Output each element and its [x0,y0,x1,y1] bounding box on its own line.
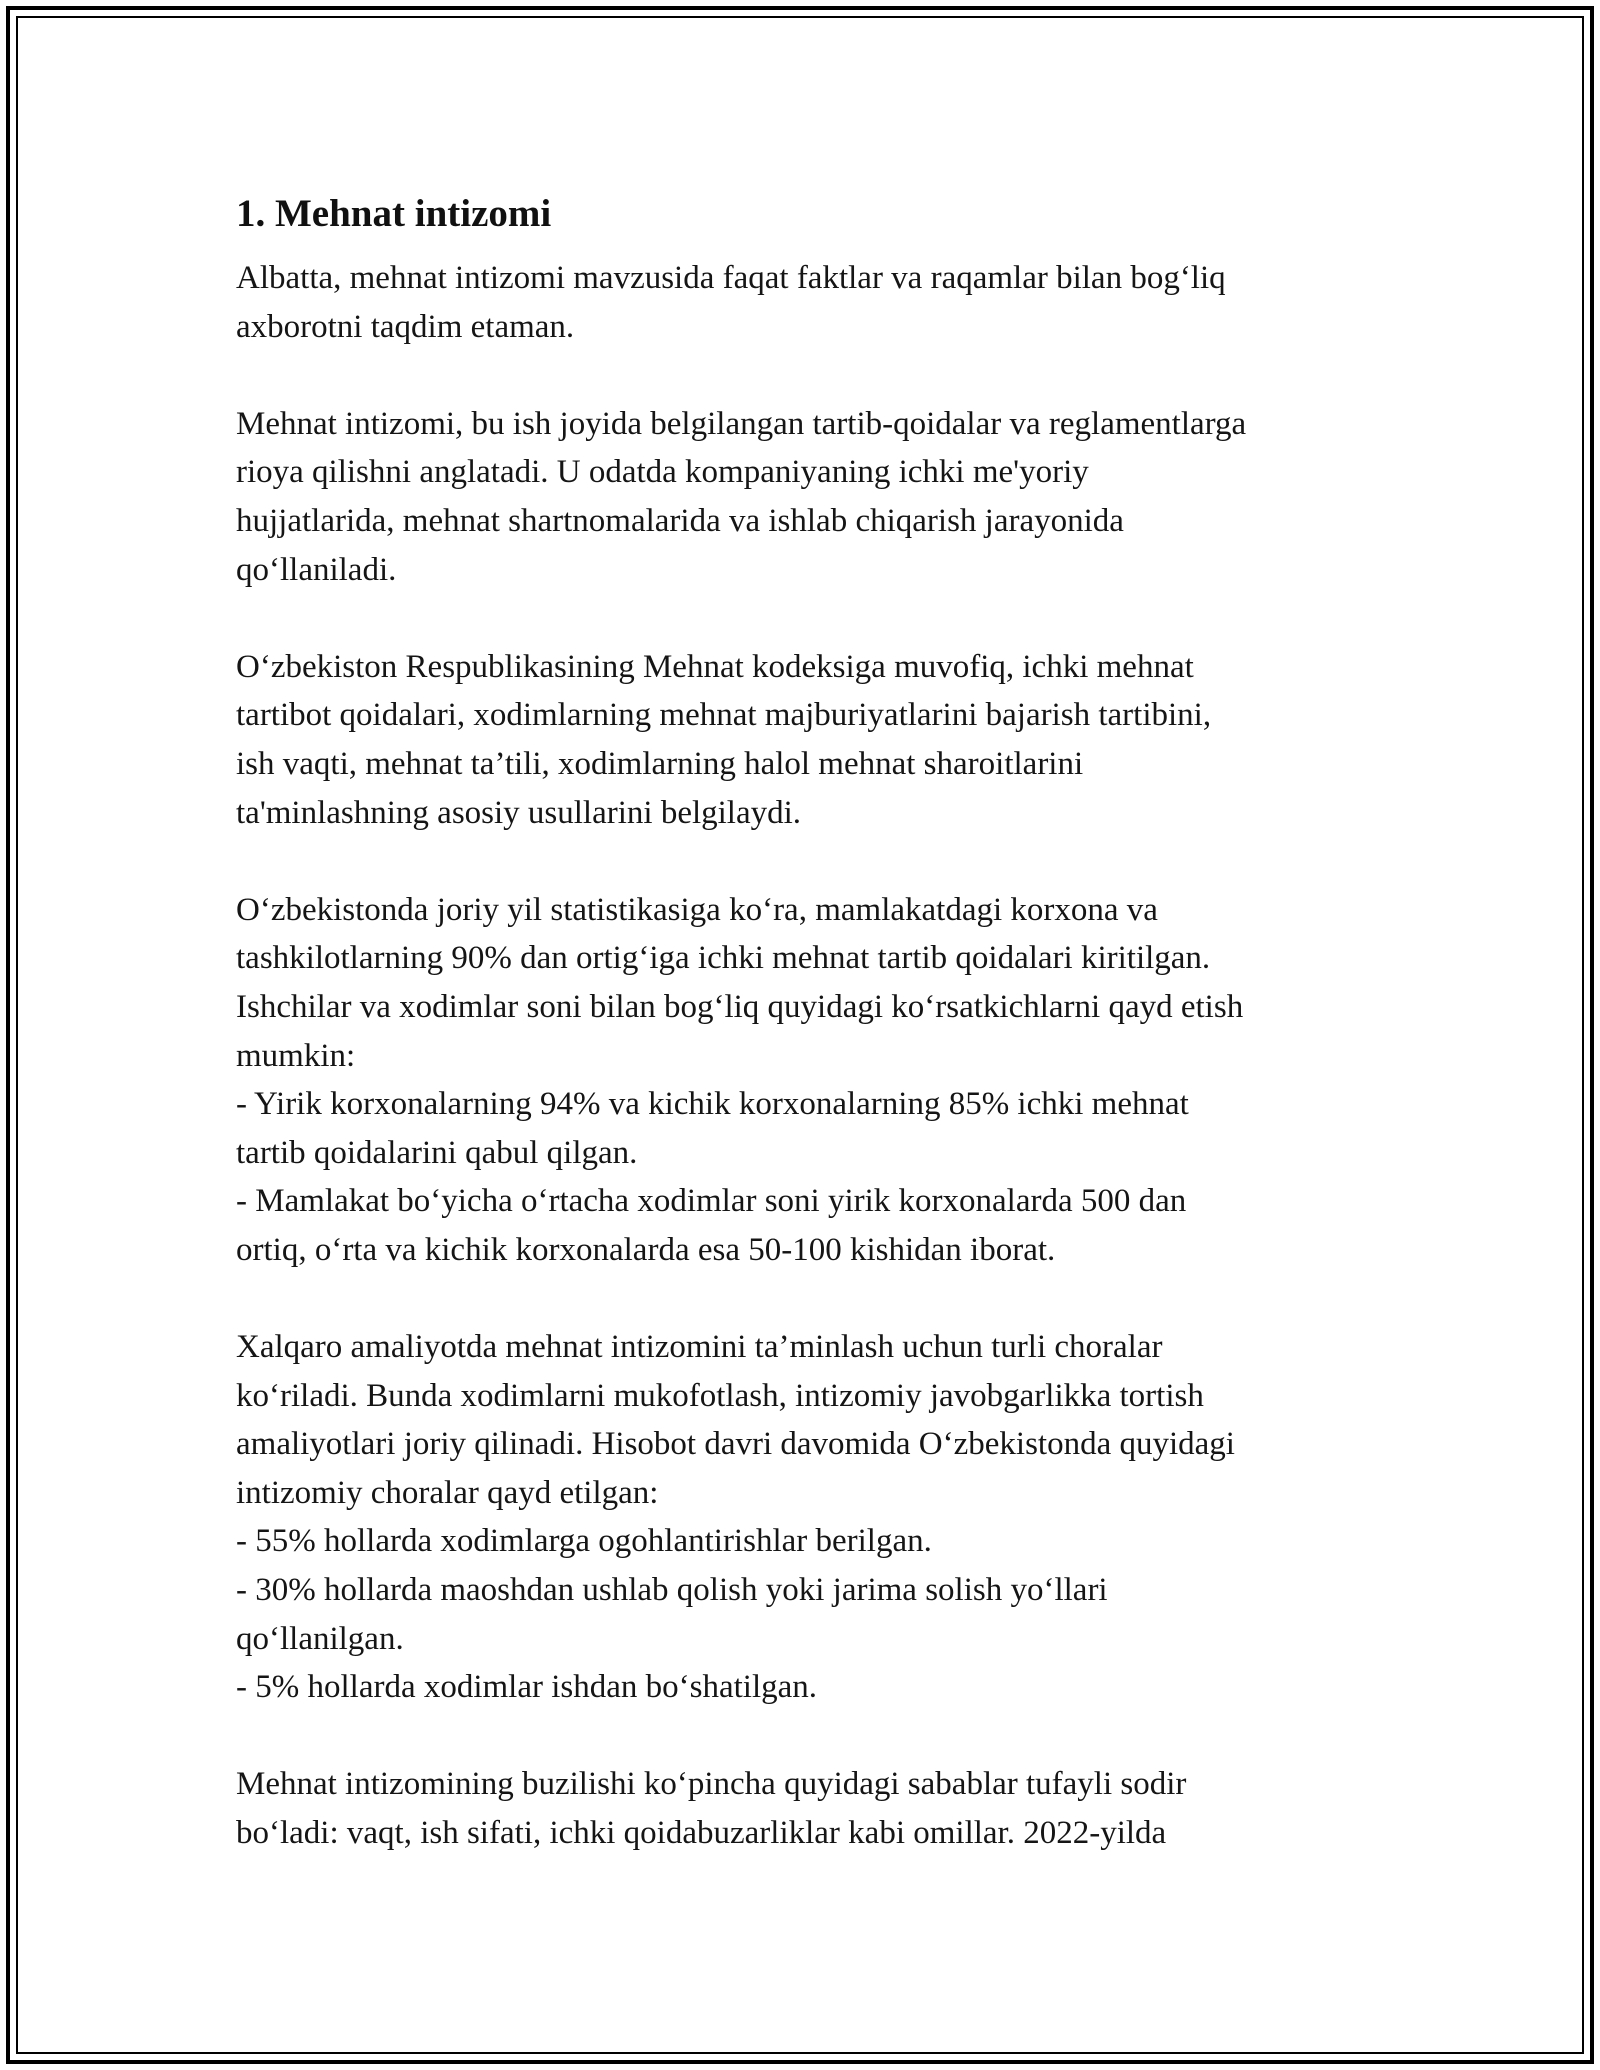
paragraph-disciplinary-measures: Xalqaro amaliyotda mehnat intizomini ta’minlash uchun turli choralar ko‘riladi. Bunda xodimlarni mukofotlash, intizomiy javobgarlikka tortish amaliyotlari joriy qilinadi. Hisobot davri davomida O‘zbekistonda quyidagi intizomiy choralar qayd etilgan: - 55% hollarda xodimlarga ogohlantirishlar berilgan. - 30% hollarda maoshdan ushlab qolish yoki jarima solish yo‘llari qo‘llanilgan. - 5% hollarda xodimlar ishdan bo‘shatilgan. [236,1329,1235,1706]
paragraph-definition: Mehnat intizomi, bu ish joyida belgilangan tartib-qoidalar va reglamentlarga rioya qilishni anglatadi. U odatda kompaniyaning ichki me'yoriy hujjatlarida, mehnat shartnomalarida va ishlab chiqarish jarayonida qo‘llaniladi. [236,405,1247,588]
paragraph-intro: Albatta, mehnat intizomi mavzusida faqat faktlar va raqamlar bilan bog‘liq axborotni taqdim etaman. [236,260,1226,345]
paragraph-statistics: O‘zbekistonda joriy yil statistikasiga ko‘ra, mamlakatdagi korxona va tashkilotlarning 90% dan ortig‘iga ichki mehnat tartib qoidalari kiritilgan. Ishchilar va xodimlar soni bilan bog‘liq quyidagi ko‘rsatkichlarni qayd etish mumkin: - Yirik korxonalarning 94% va kichik korxonalarning 85% ichki mehnat tartib qoidalarini qabul qilgan. - Mamlakat bo‘yicha o‘rtacha xodimlar soni yirik korxonalarda 500 dan ortiq, o‘rta va kichik korxonalarda esa 50-100 kishidan iborat. [236,891,1244,1268]
section-heading: 1. Mehnat intizomi [236,192,552,235]
paragraph-labor-code: O‘zbekiston Respublikasining Mehnat kodeksiga muvofiq, ichki mehnat tartibot qoidalari, xodimlarning mehnat majburiyatlarini bajarish tartibini, ish vaqti, mehnat ta’tili, xodimlarning halol mehnat sharoitlarini ta'minlashning asosiy usullarini belgilaydi. [236,648,1212,831]
document-body [236,186,1371,1906]
paragraph-violations: Mehnat intizomining buzilishi ko‘pincha quyidagi sabablar tufayli sodir bo‘ladi: vaqt, ish sifati, ichki qoidabuzarliklar kabi omillar. 2022-yilda [236,1766,1187,1851]
